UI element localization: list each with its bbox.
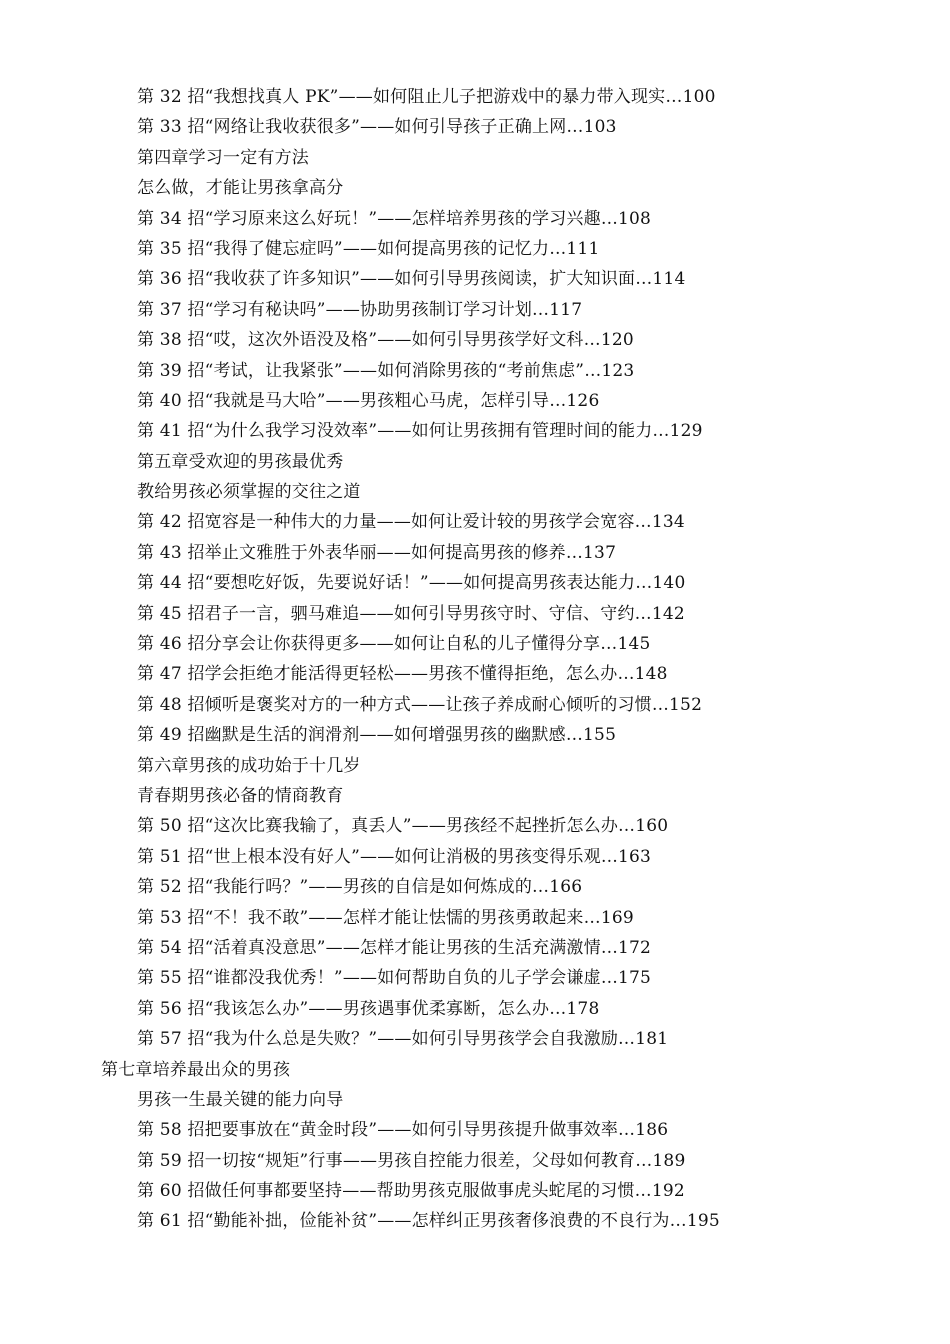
toc-line: 第 46 招分享会让你获得更多——如何让自私的儿子懂得分享…145 bbox=[137, 634, 651, 655]
toc-line: 第 45 招君子一言，驷马难追——如何引导男孩守时、守信、守约…142 bbox=[137, 603, 685, 624]
toc-line: 第 40 招“我就是马大哈”——男孩粗心马虎，怎样引导…126 bbox=[137, 390, 600, 411]
toc-line: 第 41 招“为什么我学习没效率”——如何让男孩拥有管理时间的能力…129 bbox=[137, 421, 703, 442]
toc-line: 第 35 招“我得了健忘症吗”——如何提高男孩的记忆力…111 bbox=[137, 238, 600, 259]
toc-line: 第 57 招“我为什么总是失败？”——如何引导男孩学会自我激励…181 bbox=[137, 1029, 669, 1050]
toc-line: 第 53 招“不！我不敢”——怎样才能让怯懦的男孩勇敢起来…169 bbox=[137, 907, 634, 928]
toc-line: 教给男孩必须掌握的交往之道 bbox=[137, 482, 361, 503]
toc-line: 第 51 招“世上根本没有好人”——如何让消极的男孩变得乐观…163 bbox=[137, 846, 652, 867]
toc-line: 第 43 招举止文雅胜于外表华丽——如何提高男孩的修养…137 bbox=[137, 542, 617, 563]
toc-line: 第 61 招“勤能补拙，俭能补贫”——怎样纠正男孩奢侈浪费的不良行为…195 bbox=[137, 1211, 720, 1232]
toc-line: 第六章男孩的成功始于十几岁 bbox=[137, 755, 361, 776]
toc-line: 第 60 招做任何事都要坚持——帮助男孩克服做事虎头蛇尾的习惯…192 bbox=[137, 1181, 685, 1202]
toc-line: 怎么做，才能让男孩拿高分 bbox=[137, 178, 344, 199]
toc-line: 第 32 招“我想找真人 PK”——如何阻止儿子把游戏中的暴力带入现实…100 bbox=[137, 87, 716, 107]
toc-line: 第 38 招“哎，这次外语没及格”——如何引导男孩学好文科…120 bbox=[137, 330, 634, 351]
toc-line: 第 59 招一切按“规矩”行事——男孩自控能力很差，父母如何教育…189 bbox=[137, 1150, 686, 1171]
toc-line: 男孩一生最关键的能力向导 bbox=[137, 1089, 344, 1110]
toc-line: 第 54 招“活着真没意思”——怎样才能让男孩的生活充满激情…172 bbox=[137, 937, 652, 958]
toc-line: 第 47 招学会拒绝才能活得更轻松——男孩不懂得拒绝，怎么办…148 bbox=[137, 664, 668, 685]
toc-line: 第 34 招“学习原来这么好玩！”——怎样培养男孩的学习兴趣…108 bbox=[137, 208, 652, 229]
toc-line: 第 49 招幽默是生活的润滑剂——如何增强男孩的幽默感…155 bbox=[137, 725, 617, 746]
toc-line: 第 37 招“学习有秘诀吗”——协助男孩制订学习计划…117 bbox=[137, 299, 583, 320]
toc-line: 第五章受欢迎的男孩最优秀 bbox=[137, 451, 344, 472]
toc-line: 第 52 招“我能行吗？”——男孩的自信是如何炼成的…166 bbox=[137, 877, 583, 898]
toc-line: 第 39 招“考试，让我紧张”——如何消除男孩的“考前焦虑”…123 bbox=[137, 360, 635, 381]
toc-line: 第 44 招“要想吃好饭，先要说好话！”——如何提高男孩表达能力…140 bbox=[137, 573, 686, 594]
toc-line: 第 56 招“我该怎么办”——男孩遇事优柔寡断，怎么办…178 bbox=[137, 998, 600, 1019]
toc-line: 第 36 招“我收获了许多知识”——如何引导男孩阅读，扩大知识面…114 bbox=[137, 269, 686, 290]
toc-line: 第 33 招“网络让我收获很多”——如何引导孩子正确上网…103 bbox=[137, 117, 617, 138]
toc-line: 第四章学习一定有方法 bbox=[137, 147, 309, 168]
toc-line: 第 48 招倾听是褒奖对方的一种方式——让孩子养成耐心倾听的习惯…152 bbox=[137, 694, 703, 715]
toc-line: 第七章培养最出众的男孩 bbox=[101, 1059, 291, 1080]
toc-line: 第 42 招宽容是一种伟大的力量——如何让爱计较的男孩学会宽容…134 bbox=[137, 512, 685, 533]
toc-line: 第 50 招“这次比赛我输了，真丢人”——男孩经不起挫折怎么办…160 bbox=[137, 816, 669, 837]
table-of-contents bbox=[0, 82, 950, 1237]
toc-line: 青春期男孩必备的情商教育 bbox=[137, 785, 344, 806]
toc-line: 第 55 招“谁都没我优秀！”——如何帮助自负的儿子学会谦虚…175 bbox=[137, 968, 652, 989]
toc-line: 第 58 招把要事放在“黄金时段”——如何引导男孩提升做事效率…186 bbox=[137, 1120, 669, 1141]
